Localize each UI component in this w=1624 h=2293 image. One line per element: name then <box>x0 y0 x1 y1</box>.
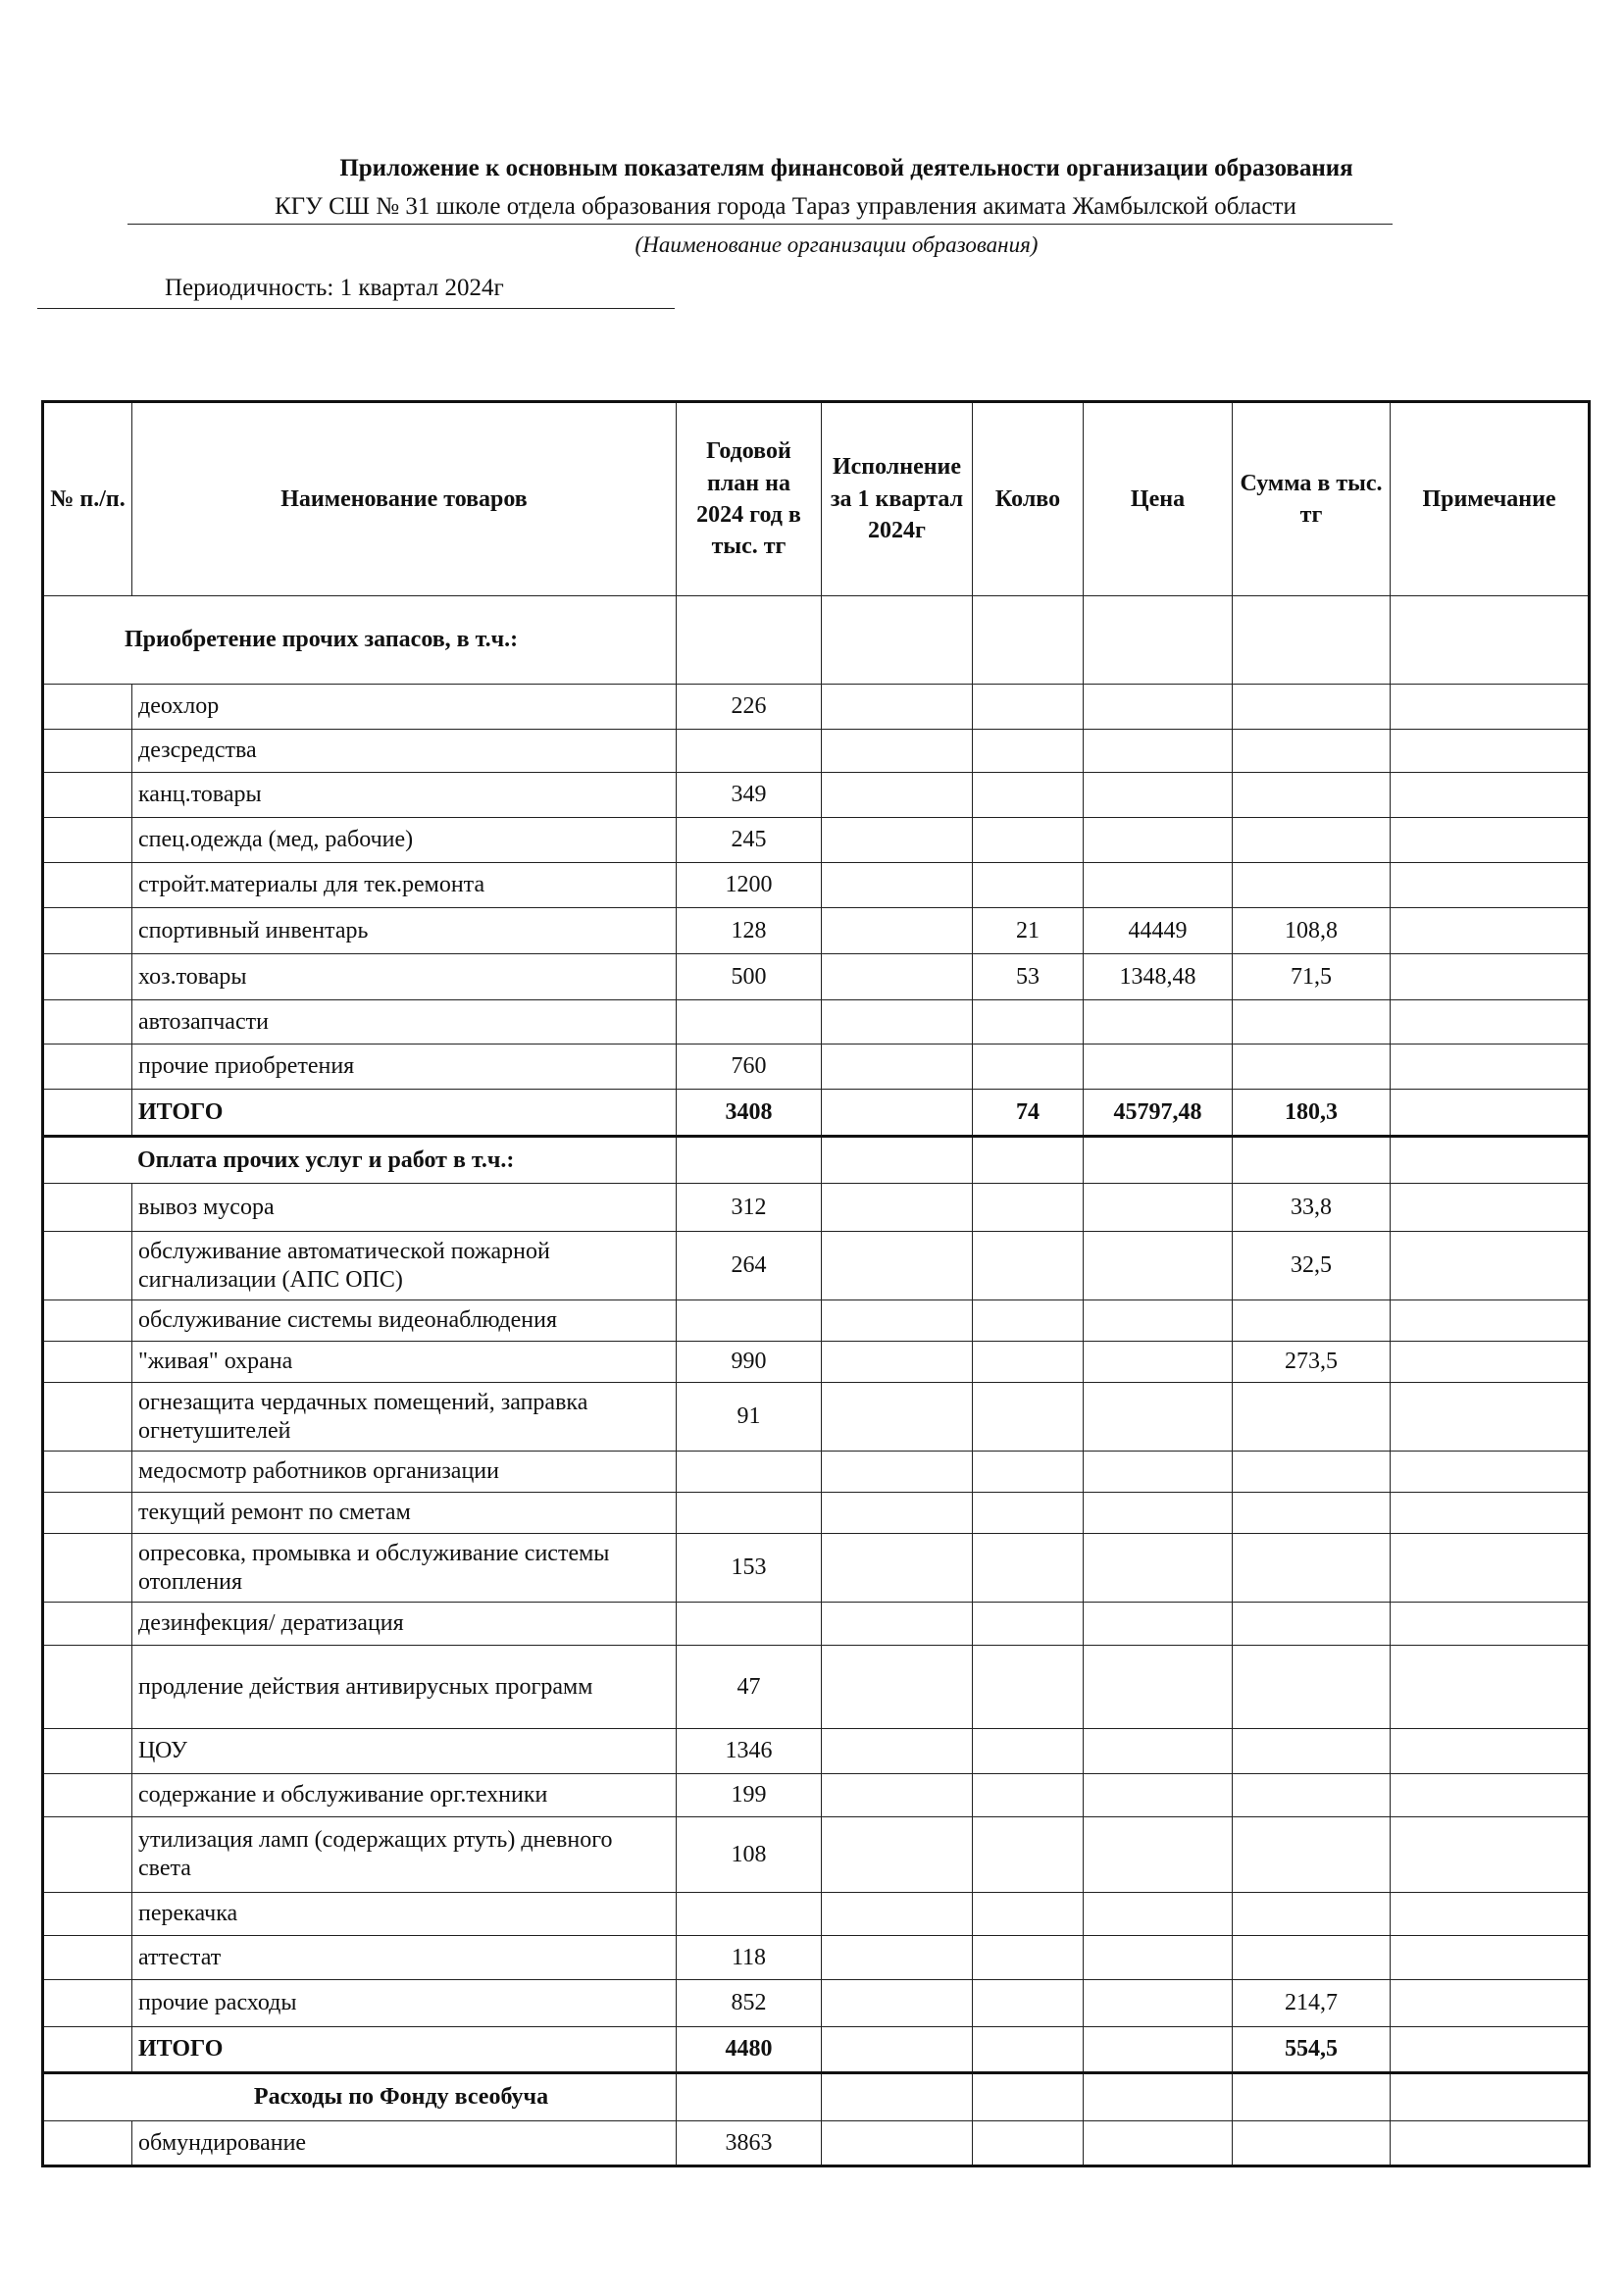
cell-sum <box>1233 685 1391 730</box>
cell-qty <box>973 1646 1084 1729</box>
col-header-num: № п./п. <box>43 402 132 596</box>
cell-qty: 53 <box>973 954 1084 1000</box>
cell-plan: 153 <box>677 1534 822 1603</box>
table-row <box>43 2121 1590 2166</box>
cell-exec <box>822 1817 973 1893</box>
cell-plan: 245 <box>677 818 822 863</box>
cell-num <box>43 1980 132 2027</box>
table-row <box>43 1045 1590 1090</box>
cell-exec <box>822 773 973 818</box>
table-row <box>43 1342 1590 1383</box>
cell-sum: 108,8 <box>1233 908 1391 954</box>
cell-name: спец.одежда (мед, рабочие) <box>132 818 677 863</box>
cell-num <box>43 1232 132 1300</box>
cell-num <box>43 818 132 863</box>
cell-qty <box>973 1980 1084 2027</box>
total-row <box>43 1090 1590 1137</box>
cell-exec <box>822 1603 973 1646</box>
cell-price <box>1084 1603 1233 1646</box>
cell-plan: 1346 <box>677 1729 822 1774</box>
cell-exec <box>822 1893 973 1936</box>
section-cell-plan <box>677 596 822 685</box>
section-cell-exec <box>822 2073 973 2121</box>
cell-note <box>1391 2027 1590 2073</box>
cell-price <box>1084 1383 1233 1452</box>
cell-qty <box>973 1774 1084 1817</box>
section-cell-qty <box>973 1137 1084 1184</box>
cell-sum: 273,5 <box>1233 1342 1391 1383</box>
cell-plan: 264 <box>677 1232 822 1300</box>
cell-exec <box>822 1232 973 1300</box>
cell-sum <box>1233 1300 1391 1342</box>
cell-note <box>1391 1090 1590 1137</box>
cell-exec <box>822 1493 973 1534</box>
cell-exec <box>822 1342 973 1383</box>
cell-plan: 1200 <box>677 863 822 908</box>
cell-name: аттестат <box>132 1936 677 1980</box>
cell-qty <box>973 1342 1084 1383</box>
table-row <box>43 908 1590 954</box>
cell-name: утилизация ламп (содержащих ртуть) дневного света <box>132 1817 677 1893</box>
cell-qty <box>973 818 1084 863</box>
cell-note <box>1391 1980 1590 2027</box>
table-row <box>43 863 1590 908</box>
cell-plan: 312 <box>677 1184 822 1232</box>
cell-note <box>1391 1646 1590 1729</box>
table-row <box>43 1493 1590 1534</box>
cell-note <box>1391 1729 1590 1774</box>
cell-name: хоз.товары <box>132 954 677 1000</box>
cell-qty <box>973 1493 1084 1534</box>
cell-plan: 760 <box>677 1045 822 1090</box>
cell-plan: 47 <box>677 1646 822 1729</box>
cell-num <box>43 908 132 954</box>
cell-exec <box>822 1090 973 1137</box>
cell-plan: 118 <box>677 1936 822 1980</box>
cell-sum: 71,5 <box>1233 954 1391 1000</box>
cell-qty <box>973 1452 1084 1493</box>
cell-note <box>1391 1534 1590 1603</box>
cell-sum <box>1233 1452 1391 1493</box>
cell-plan: 852 <box>677 1980 822 2027</box>
cell-num <box>43 1646 132 1729</box>
cell-plan: 108 <box>677 1817 822 1893</box>
cell-sum <box>1233 1893 1391 1936</box>
cell-exec <box>822 1184 973 1232</box>
cell-plan: 990 <box>677 1342 822 1383</box>
table-row <box>43 1232 1590 1300</box>
cell-sum <box>1233 2121 1391 2166</box>
cell-sum: 33,8 <box>1233 1184 1391 1232</box>
cell-qty <box>973 2121 1084 2166</box>
cell-plan: 128 <box>677 908 822 954</box>
table-row <box>43 954 1590 1000</box>
cell-price <box>1084 863 1233 908</box>
cell-num <box>43 1534 132 1603</box>
table-row <box>43 1893 1590 1936</box>
cell-qty <box>973 1300 1084 1342</box>
cell-num <box>43 1000 132 1045</box>
cell-exec <box>822 818 973 863</box>
cell-exec <box>822 1452 973 1493</box>
cell-plan: 4480 <box>677 2027 822 2073</box>
cell-price <box>1084 1817 1233 1893</box>
section-cell-price <box>1084 2073 1233 2121</box>
periodicity: Периодичность: 1 квартал 2024г <box>37 275 675 309</box>
section-cell-note <box>1391 2073 1590 2121</box>
cell-num <box>43 1045 132 1090</box>
cell-note <box>1391 1342 1590 1383</box>
cell-name: вывоз мусора <box>132 1184 677 1232</box>
cell-qty <box>973 1534 1084 1603</box>
cell-qty <box>973 2027 1084 2073</box>
section-cell-qty <box>973 2073 1084 2121</box>
table-body <box>43 596 1590 2166</box>
cell-exec <box>822 1383 973 1452</box>
cell-num <box>43 1493 132 1534</box>
cell-qty <box>973 730 1084 773</box>
table-row <box>43 1300 1590 1342</box>
section-cell-plan <box>677 2073 822 2121</box>
cell-price <box>1084 1893 1233 1936</box>
table-row <box>43 1646 1590 1729</box>
cell-price: 44449 <box>1084 908 1233 954</box>
cell-exec <box>822 685 973 730</box>
cell-note <box>1391 954 1590 1000</box>
col-header-exec: Исполнение за 1 квартал 2024г <box>822 402 973 596</box>
section-cell-note <box>1391 596 1590 685</box>
total-row <box>43 2027 1590 2073</box>
cell-name: дезинфекция/ дератизация <box>132 1603 677 1646</box>
cell-exec <box>822 1936 973 1980</box>
cell-num <box>43 2027 132 2073</box>
cell-price <box>1084 1045 1233 1090</box>
cell-note <box>1391 1000 1590 1045</box>
cell-note <box>1391 818 1590 863</box>
table-row <box>43 1729 1590 1774</box>
cell-num <box>43 1774 132 1817</box>
cell-price <box>1084 1184 1233 1232</box>
cell-note <box>1391 1603 1590 1646</box>
section-cell-plan <box>677 1137 822 1184</box>
cell-note <box>1391 1452 1590 1493</box>
cell-plan <box>677 1603 822 1646</box>
cell-note <box>1391 1493 1590 1534</box>
cell-note <box>1391 863 1590 908</box>
cell-name: обслуживание автоматической пожарной сигнализации (АПС ОПС) <box>132 1232 677 1300</box>
table-row <box>43 1383 1590 1452</box>
cell-price: 45797,48 <box>1084 1090 1233 1137</box>
table-row <box>43 685 1590 730</box>
cell-plan: 226 <box>677 685 822 730</box>
cell-note <box>1391 1936 1590 1980</box>
cell-price <box>1084 2121 1233 2166</box>
cell-price <box>1084 1452 1233 1493</box>
cell-num <box>43 2121 132 2166</box>
section-cell-sum <box>1233 1137 1391 1184</box>
cell-sum <box>1233 1936 1391 1980</box>
cell-note <box>1391 1817 1590 1893</box>
col-header-note: Примечание <box>1391 402 1590 596</box>
cell-price <box>1084 1300 1233 1342</box>
cell-qty <box>973 1936 1084 1980</box>
cell-name: дезсредства <box>132 730 677 773</box>
cell-exec <box>822 954 973 1000</box>
section-cell-exec <box>822 596 973 685</box>
cell-qty <box>973 1184 1084 1232</box>
cell-qty <box>973 685 1084 730</box>
cell-qty: 21 <box>973 908 1084 954</box>
cell-qty <box>973 1383 1084 1452</box>
cell-num <box>43 1729 132 1774</box>
col-header-sum: Сумма в тыс. тг <box>1233 402 1391 596</box>
cell-price <box>1084 1936 1233 1980</box>
col-header-plan: Годовой план на 2024 год в тыс. тг <box>677 402 822 596</box>
cell-exec <box>822 1534 973 1603</box>
cell-plan: 199 <box>677 1774 822 1817</box>
cell-sum <box>1233 1646 1391 1729</box>
cell-qty <box>973 1000 1084 1045</box>
cell-price <box>1084 685 1233 730</box>
cell-sum: 32,5 <box>1233 1232 1391 1300</box>
cell-sum <box>1233 1045 1391 1090</box>
cell-num <box>43 730 132 773</box>
cell-name: автозапчасти <box>132 1000 677 1045</box>
cell-plan <box>677 730 822 773</box>
table-row <box>43 818 1590 863</box>
cell-name: канц.товары <box>132 773 677 818</box>
col-header-price: Цена <box>1084 402 1233 596</box>
section-cell-sum <box>1233 596 1391 685</box>
cell-name: ИТОГО <box>132 1090 677 1137</box>
cell-note <box>1391 773 1590 818</box>
table-row <box>43 1980 1590 2027</box>
cell-exec <box>822 2121 973 2166</box>
cell-sum <box>1233 730 1391 773</box>
cell-num <box>43 1603 132 1646</box>
cell-sum <box>1233 863 1391 908</box>
section-row <box>43 596 1590 685</box>
table-row <box>43 1534 1590 1603</box>
cell-qty <box>973 1729 1084 1774</box>
cell-plan: 500 <box>677 954 822 1000</box>
cell-sum <box>1233 1817 1391 1893</box>
section-cell-sum <box>1233 2073 1391 2121</box>
organization-caption: (Наименование организации образования) <box>634 232 1039 257</box>
cell-plan: 3408 <box>677 1090 822 1137</box>
cell-name: содержание и обслуживание орг.техники <box>132 1774 677 1817</box>
cell-price: 1348,48 <box>1084 954 1233 1000</box>
cell-note <box>1391 1184 1590 1232</box>
cell-qty <box>973 1817 1084 1893</box>
cell-exec <box>822 1000 973 1045</box>
cell-num <box>43 1342 132 1383</box>
cell-num <box>43 1090 132 1137</box>
cell-exec <box>822 1980 973 2027</box>
cell-price <box>1084 2027 1233 2073</box>
cell-price <box>1084 818 1233 863</box>
section-cell-price <box>1084 1137 1233 1184</box>
table-row <box>43 1817 1590 1893</box>
cell-exec <box>822 1045 973 1090</box>
cell-num <box>43 1452 132 1493</box>
cell-price <box>1084 1493 1233 1534</box>
cell-name: прочие приобретения <box>132 1045 677 1090</box>
cell-exec <box>822 730 973 773</box>
cell-name: деохлор <box>132 685 677 730</box>
cell-qty <box>973 1893 1084 1936</box>
cell-plan <box>677 1493 822 1534</box>
cell-name: огнезащита чердачных помещений, заправка огнетушителей <box>132 1383 677 1452</box>
cell-price <box>1084 1980 1233 2027</box>
cell-qty <box>973 1603 1084 1646</box>
cell-num <box>43 863 132 908</box>
cell-name: опресовка, промывка и обслуживание системы отопления <box>132 1534 677 1603</box>
cell-num <box>43 1184 132 1232</box>
cell-price <box>1084 1646 1233 1729</box>
section-title: Оплата прочих услуг и работ в т.ч.: <box>43 1137 677 1184</box>
cell-note <box>1391 2121 1590 2166</box>
cell-sum <box>1233 1383 1391 1452</box>
document-title: Приложение к основным показателям финансовой деятельности организации образования <box>339 155 1353 181</box>
cell-note <box>1391 1383 1590 1452</box>
cell-num <box>43 1893 132 1936</box>
cell-num <box>43 954 132 1000</box>
cell-sum <box>1233 1000 1391 1045</box>
col-header-qty: Колво <box>973 402 1084 596</box>
cell-exec <box>822 863 973 908</box>
cell-note <box>1391 685 1590 730</box>
cell-exec <box>822 1774 973 1817</box>
section-cell-note <box>1391 1137 1590 1184</box>
section-title: Приобретение прочих запасов, в т.ч.: <box>43 596 677 685</box>
cell-note <box>1391 908 1590 954</box>
cell-note <box>1391 1774 1590 1817</box>
cell-name: перекачка <box>132 1893 677 1936</box>
cell-note <box>1391 1300 1590 1342</box>
cell-sum <box>1233 1603 1391 1646</box>
cell-qty <box>973 1232 1084 1300</box>
cell-plan <box>677 1452 822 1493</box>
cell-price <box>1084 1000 1233 1045</box>
cell-name: медосмотр работников организации <box>132 1452 677 1493</box>
cell-num <box>43 1300 132 1342</box>
cell-plan <box>677 1000 822 1045</box>
section-cell-exec <box>822 1137 973 1184</box>
cell-num <box>43 1817 132 1893</box>
cell-sum: 180,3 <box>1233 1090 1391 1137</box>
cell-exec <box>822 908 973 954</box>
cell-name: спортивный инвентарь <box>132 908 677 954</box>
cell-num <box>43 685 132 730</box>
table-row <box>43 1774 1590 1817</box>
cell-note <box>1391 1045 1590 1090</box>
cell-qty <box>973 773 1084 818</box>
section-cell-price <box>1084 596 1233 685</box>
table-row <box>43 1000 1590 1045</box>
table-row <box>43 1603 1590 1646</box>
cell-plan <box>677 1300 822 1342</box>
cell-qty <box>973 1045 1084 1090</box>
cell-num <box>43 1936 132 1980</box>
cell-name: прочие расходы <box>132 1980 677 2027</box>
cell-name: обслуживание системы видеонаблюдения <box>132 1300 677 1342</box>
cell-price <box>1084 1534 1233 1603</box>
cell-exec <box>822 2027 973 2073</box>
cell-sum <box>1233 1534 1391 1603</box>
organization-name: КГУ СШ № 31 школе отдела образования города Тараз управления акимата Жамбылской области <box>127 193 1393 225</box>
table-row <box>43 1452 1590 1493</box>
cell-num <box>43 1383 132 1452</box>
cell-plan: 3863 <box>677 2121 822 2166</box>
cell-num <box>43 773 132 818</box>
cell-price <box>1084 773 1233 818</box>
cell-price <box>1084 1774 1233 1817</box>
cell-exec <box>822 1729 973 1774</box>
section-cell-qty <box>973 596 1084 685</box>
cell-plan: 91 <box>677 1383 822 1452</box>
cell-sum <box>1233 1493 1391 1534</box>
cell-name: текущий ремонт по сметам <box>132 1493 677 1534</box>
section-row <box>43 2073 1590 2121</box>
cell-sum: 214,7 <box>1233 1980 1391 2027</box>
cell-qty <box>973 863 1084 908</box>
table-row <box>43 1936 1590 1980</box>
table-row <box>43 773 1590 818</box>
section-row <box>43 1137 1590 1184</box>
section-title: Расходы по Фонду всеобуча <box>43 2073 677 2121</box>
expenses-table <box>41 400 1591 2167</box>
cell-name: обмундирование <box>132 2121 677 2166</box>
cell-sum <box>1233 818 1391 863</box>
cell-price <box>1084 730 1233 773</box>
table-row <box>43 730 1590 773</box>
cell-name: ЦОУ <box>132 1729 677 1774</box>
cell-sum <box>1233 1729 1391 1774</box>
cell-name: "живая" охрана <box>132 1342 677 1383</box>
cell-note <box>1391 1893 1590 1936</box>
cell-plan: 349 <box>677 773 822 818</box>
cell-exec <box>822 1300 973 1342</box>
cell-note <box>1391 1232 1590 1300</box>
cell-price <box>1084 1342 1233 1383</box>
cell-price <box>1084 1232 1233 1300</box>
cell-qty: 74 <box>973 1090 1084 1137</box>
cell-note <box>1391 730 1590 773</box>
cell-exec <box>822 1646 973 1729</box>
table-row <box>43 1184 1590 1232</box>
table-header-row <box>43 402 1590 596</box>
cell-name: стройт.материалы для тек.ремонта <box>132 863 677 908</box>
cell-price <box>1084 1729 1233 1774</box>
cell-name: продление действия антивирусных программ <box>132 1646 677 1729</box>
cell-sum <box>1233 773 1391 818</box>
cell-sum <box>1233 1774 1391 1817</box>
cell-name: ИТОГО <box>132 2027 677 2073</box>
cell-sum: 554,5 <box>1233 2027 1391 2073</box>
cell-plan <box>677 1893 822 1936</box>
col-header-name: Наименование товаров <box>132 402 677 596</box>
